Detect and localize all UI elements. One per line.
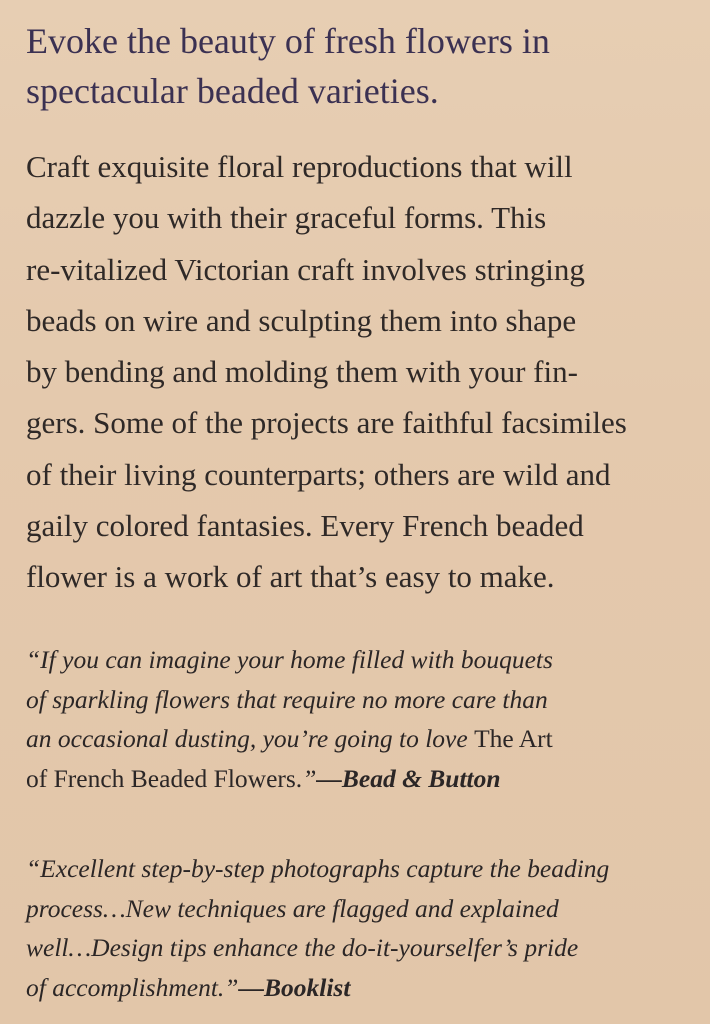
quote-line: [26, 759, 686, 799]
body-line: dazzle you with their graceful forms. This: [26, 200, 547, 236]
body-line: gers. Some of the projects are faithful facsimiles: [26, 405, 627, 441]
body-line: by bending and molding them with your fin-: [26, 354, 578, 390]
body-line: Craft exquisite floral reproductions that will: [26, 149, 573, 184]
quote-line: “Excellent step-by-step photographs capture the beading: [26, 854, 610, 883]
quote-line: “If you can imagine your home filled with bouquets: [26, 645, 553, 674]
quote-line: of sparkling flowers that require no more care than: [26, 684, 548, 714]
book-title-part: of French Beaded Flowers.: [26, 763, 303, 793]
review-quote-bead-and-button: [26, 640, 686, 798]
book-title-part: The Art: [474, 724, 553, 753]
quote-close-mark: ”: [302, 763, 317, 793]
headline-line-2: spectacular beaded varieties.: [26, 71, 439, 111]
body-line: beads on wire and sculpting them into shape: [26, 302, 577, 338]
headline-line-1: Evoke the beauty of fresh flowers in: [26, 21, 550, 61]
quote-line: process…New techniques are flagged and explained: [26, 893, 559, 923]
body-line: gaily colored fantasies. Every French beaded: [26, 508, 584, 544]
headline: [26, 16, 686, 116]
body-line: re-vitalized Victorian craft involves stringing: [26, 251, 585, 287]
quote-line: well…Design tips enhance the do-it-yourselfer’s pride: [26, 933, 579, 962]
quote-line: [26, 968, 686, 1008]
review-quote-booklist: [26, 849, 686, 1007]
quote-source: —Booklist: [238, 972, 351, 1002]
quote-line: [26, 719, 686, 759]
description-paragraph: [26, 141, 696, 603]
body-line: flower is a work of art that’s easy to make.: [26, 559, 555, 595]
quote-text: an occasional dusting, you’re going to love: [26, 724, 475, 753]
quote-source: —Bead & Button: [316, 763, 501, 793]
body-line: of their living counterparts; others are wild and: [26, 456, 611, 492]
quote-text: of accomplishment.”: [26, 972, 239, 1002]
